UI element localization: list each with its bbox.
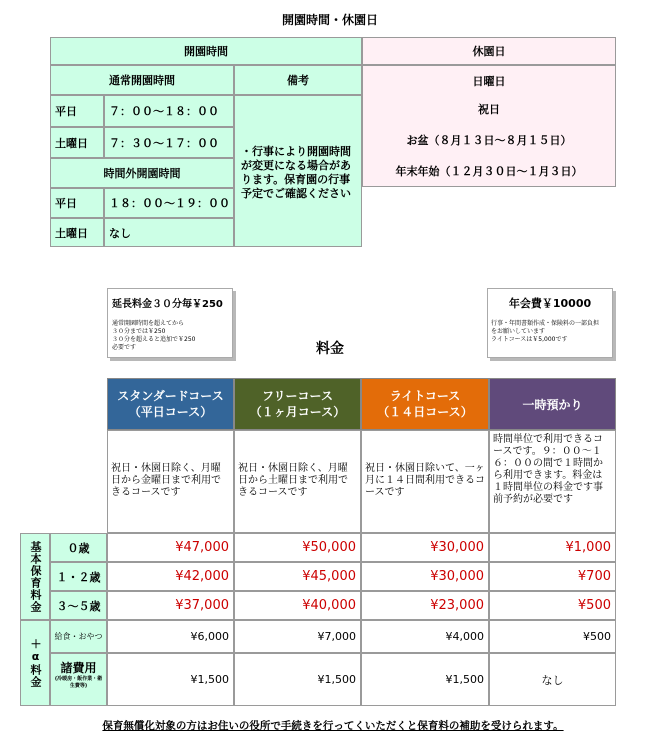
- basic-fee-label-text: 基本保育料金: [29, 540, 42, 613]
- extra-fee-cell: ¥7,000: [234, 620, 361, 653]
- extra-fee-cell: ¥1,500: [107, 653, 234, 706]
- fee-cell: ¥47,000: [107, 533, 234, 562]
- closed-item: 日曜日: [472, 75, 506, 88]
- fee-cell: ¥40,000: [234, 591, 361, 620]
- course-name: スタンダードコース: [117, 389, 224, 403]
- closed-days-header: 休園日: [362, 37, 616, 65]
- extra-weekday-label: 平日: [50, 188, 104, 218]
- extra-fee-cell: ¥500: [489, 620, 616, 653]
- extra-fee-cell: なし: [489, 653, 616, 706]
- plus-fee-label-text: ＋α料金: [29, 638, 42, 688]
- course-subtitle: （１４日コース）: [377, 405, 473, 419]
- course-name: ライトコース: [389, 389, 461, 403]
- extra-weekday-time: １８：００～１９：００: [104, 188, 234, 218]
- extra-item-note: (冷暖房・飯作業・衛生費等): [54, 676, 103, 689]
- extra-saturday-label: 土曜日: [50, 218, 104, 247]
- extra-saturday-time: なし: [104, 218, 234, 247]
- fee-cell: ¥500: [489, 591, 616, 620]
- extra-hours-header: 時間外開園時間: [50, 158, 234, 188]
- annual-fee-box: [487, 288, 613, 358]
- course-subtitle: （１ヶ月コース）: [249, 405, 346, 419]
- regular-saturday-time: ７：３０～１７：００: [104, 127, 234, 158]
- annual-fee-line: 行事・年間書類作成・保険料の一部負担: [491, 320, 600, 327]
- basic-fee-label: [20, 533, 50, 620]
- closed-days-list: [362, 65, 616, 187]
- fees-title: 料金: [316, 341, 344, 357]
- closed-item: 祝日: [478, 103, 500, 116]
- fee-cell: ¥45,000: [234, 562, 361, 591]
- regular-saturday-label: 土曜日: [50, 127, 104, 158]
- plus-fee-label: [20, 620, 50, 706]
- annual-fee-title: 年会費￥10000: [508, 297, 592, 310]
- age-label: ０歳: [50, 533, 107, 562]
- extra-item-label: 給食・おやつ: [50, 620, 107, 653]
- fee-cell: ¥30,000: [361, 533, 489, 562]
- regular-weekday-label: 平日: [50, 95, 104, 127]
- extension-fee-title: 延長料金３０分毎￥250: [112, 299, 223, 310]
- extension-fee-line: ３０分までは￥250: [112, 328, 166, 335]
- fee-cell: ¥30,000: [361, 562, 489, 591]
- extra-item-label: [50, 653, 107, 706]
- age-label: １・２歳: [50, 562, 107, 591]
- extra-fee-cell: ¥4,000: [361, 620, 489, 653]
- fee-cell: ¥23,000: [361, 591, 489, 620]
- course-subtitle: （平日コース）: [128, 405, 213, 419]
- course-desc-standard: 祝日・休園日除く、月曜日から金曜日まで利用できるコースです: [107, 430, 234, 533]
- extra-fee-cell: ¥1,500: [361, 653, 489, 706]
- closed-item: お盆（８月１３日～８月１５日）: [406, 134, 572, 147]
- course-header-temporary: [489, 378, 616, 430]
- remarks-text: ・行事により開園時間が変更になる場合があります。保育園の行事予定でご確認ください: [234, 95, 362, 247]
- closed-item: 年末年始（１２月３０日～１月３日）: [395, 165, 583, 178]
- extension-fee-line: 通常開園時間を超えてから: [112, 320, 185, 327]
- remarks-header: 備考: [234, 65, 362, 95]
- regular-weekday-time: ７：００～１８：００: [104, 95, 234, 127]
- course-desc-temporary: 時間単位で利用できるコースです。９：００～１６：００の間で１時間から利用できます。料金は１時間単位の料金です事前予約が必要です: [489, 430, 616, 533]
- extra-fee-cell: ¥1,500: [234, 653, 361, 706]
- page-title: 開園時間・休園日: [281, 12, 378, 27]
- annual-fee-line: ライトコースは￥5,000です: [491, 336, 568, 343]
- regular-hours-header: 通常開園時間: [50, 65, 234, 95]
- course-desc-light: 祝日・休園日除いて、一ヶ月に１４日間利用できるコースです: [361, 430, 489, 533]
- opening-hours-header: 開園時間: [50, 37, 362, 65]
- fee-cell: ¥42,000: [107, 562, 234, 591]
- annual-fee-line: をお願いしています: [491, 328, 546, 335]
- fee-cell: ¥37,000: [107, 591, 234, 620]
- extension-fee-line: ３０分を超えると追加で￥250: [112, 336, 196, 343]
- fee-cell: ¥50,000: [234, 533, 361, 562]
- course-name: フリーコース: [262, 389, 333, 403]
- fee-cell: ¥700: [489, 562, 616, 591]
- extension-fee-line: 必要です: [112, 344, 137, 351]
- fee-cell: ¥1,000: [489, 533, 616, 562]
- course-header-light: [361, 378, 489, 430]
- course-header-standard: [107, 378, 234, 430]
- age-label: ３～５歳: [50, 591, 107, 620]
- subsidy-note: 保育無償化対象の方はお住いの役所で手続きを行ってくいただくと保育料の補助を受けられます。: [102, 720, 564, 732]
- course-name: 一時預かり: [522, 397, 583, 412]
- extra-fee-cell: ¥6,000: [107, 620, 234, 653]
- extension-fee-box: [107, 288, 233, 358]
- course-header-free: [234, 378, 361, 430]
- course-desc-free: 祝日・休園日除く、月曜日から土曜日まで利用できるコースです: [234, 430, 361, 533]
- extra-item-title: 諸費用: [60, 661, 97, 675]
